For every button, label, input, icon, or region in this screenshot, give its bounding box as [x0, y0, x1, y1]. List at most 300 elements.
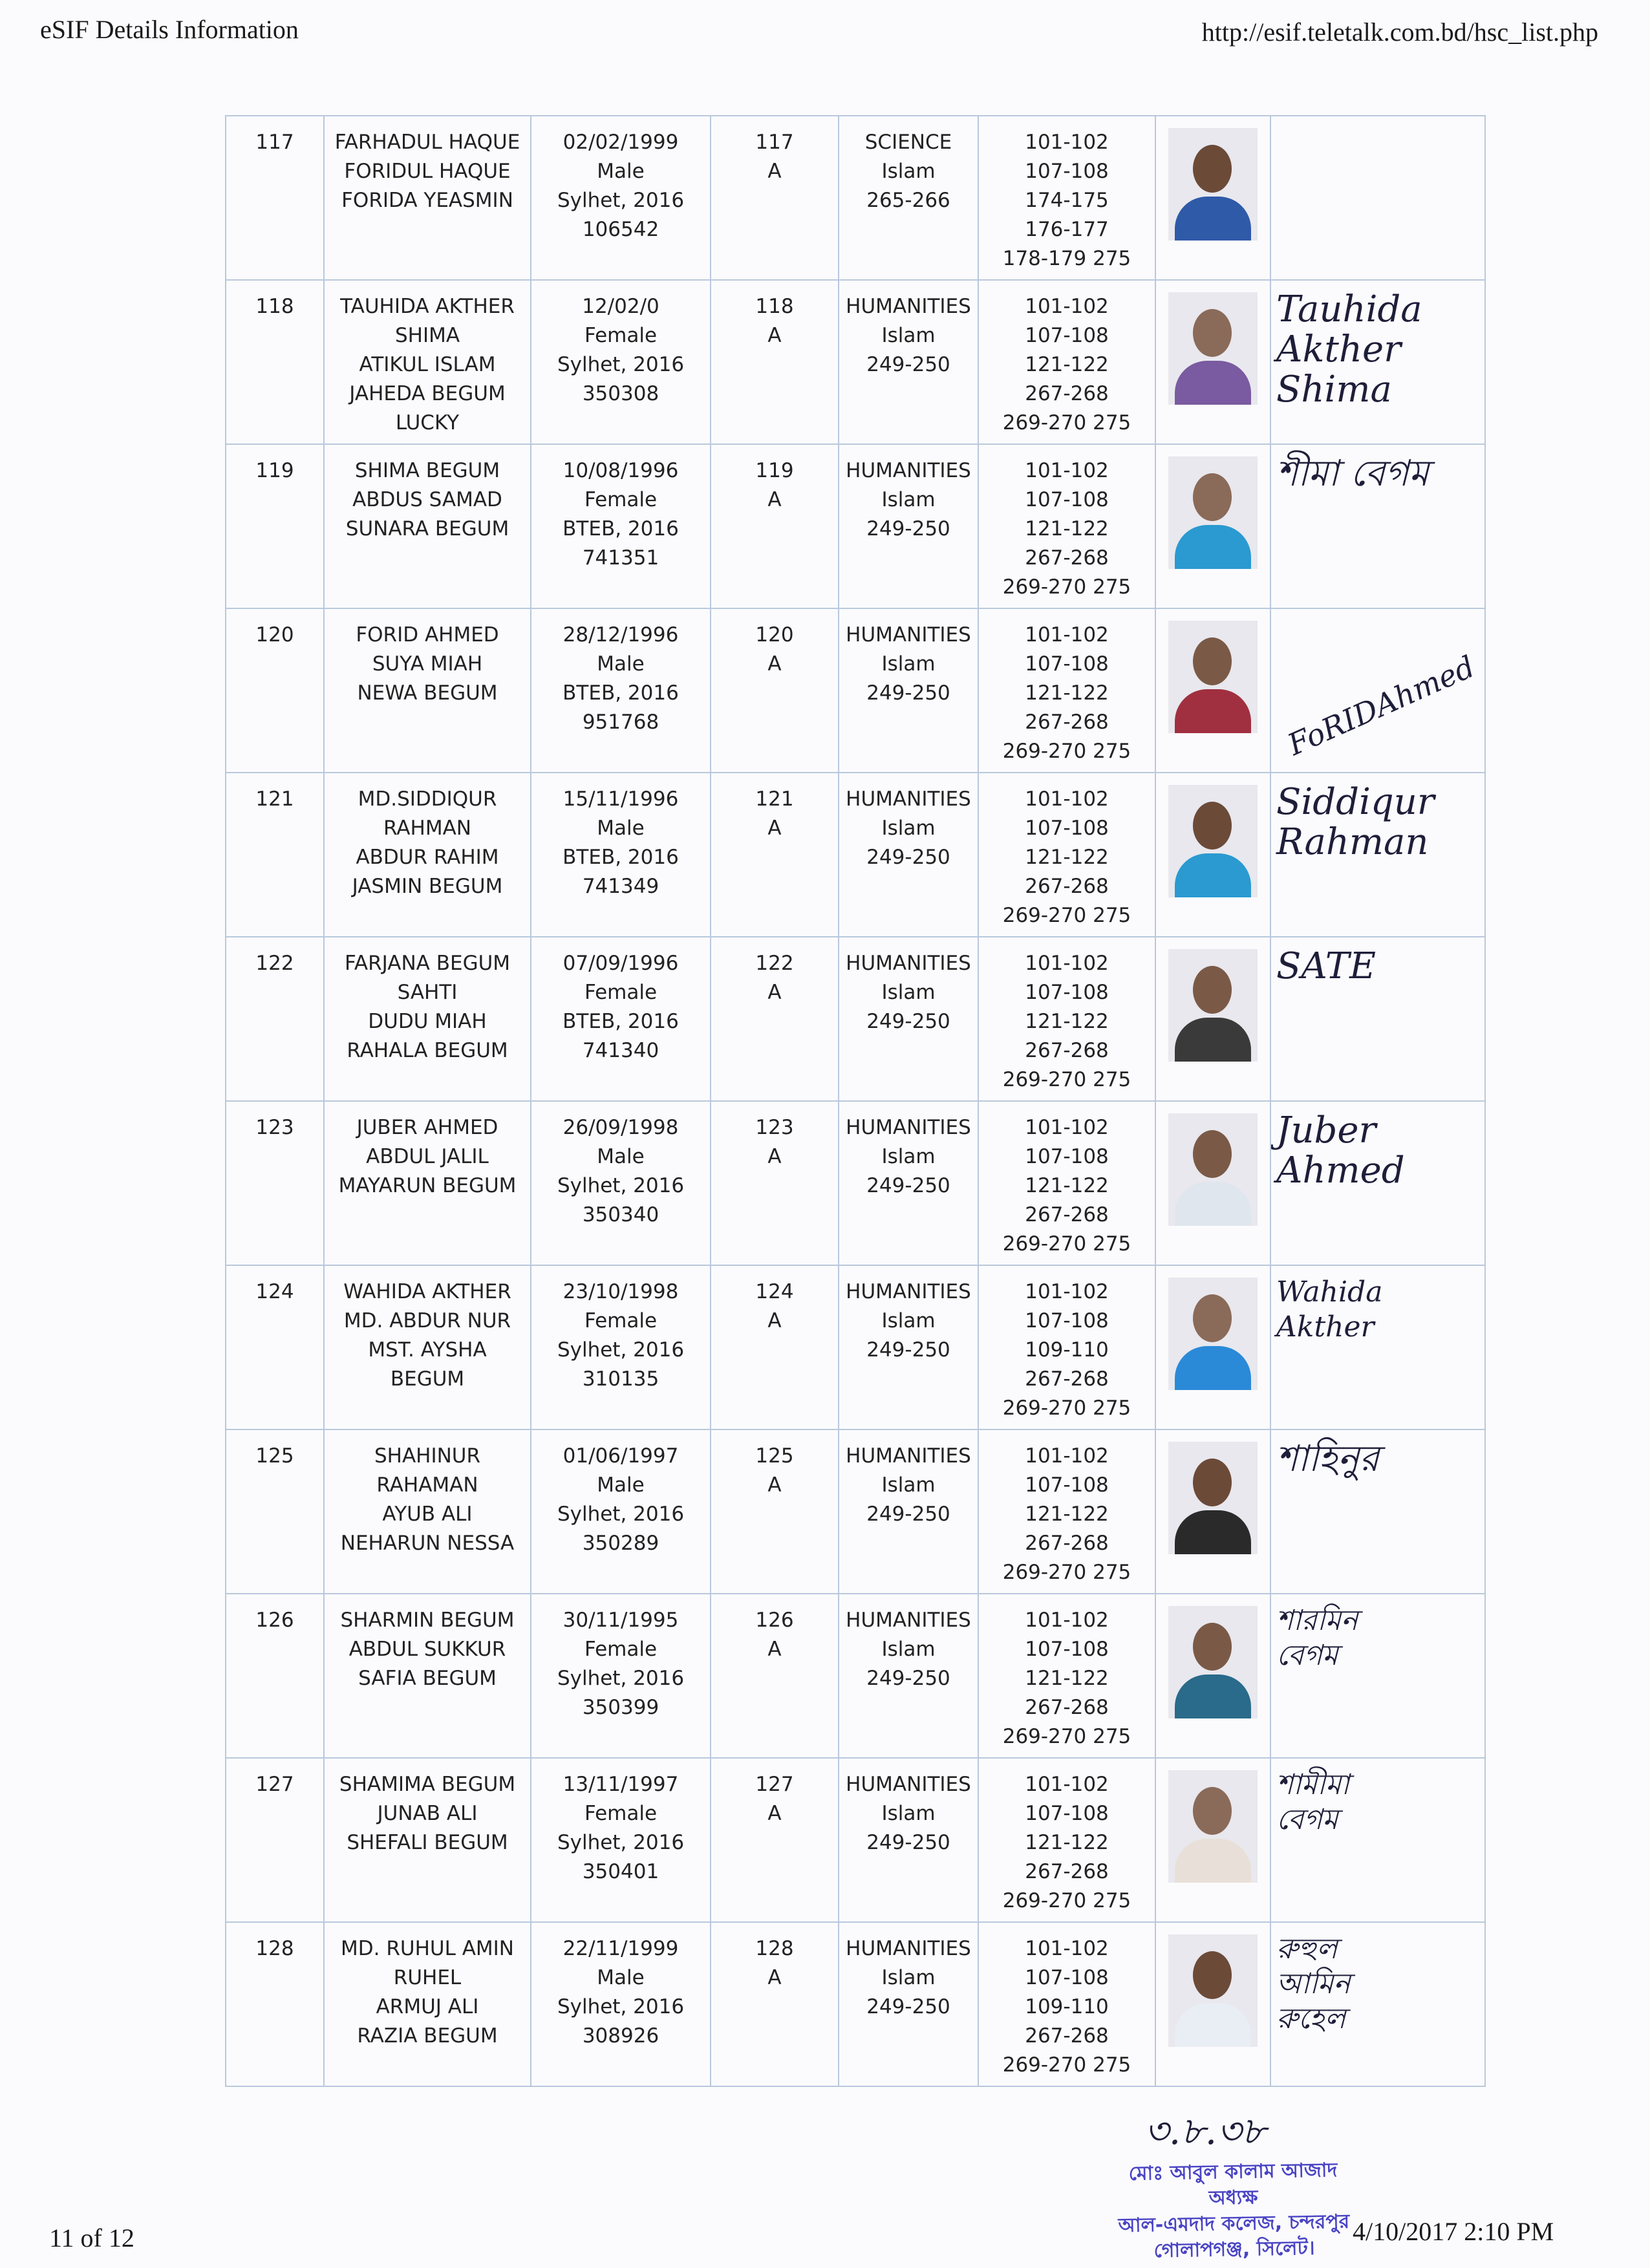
- birth-info-cell: [531, 280, 711, 444]
- signature-cell: [1270, 280, 1485, 444]
- subjects-line: 107-108: [1025, 652, 1109, 676]
- birth-info-line: Sylhet, 2016: [557, 189, 685, 212]
- signature-cell: [1270, 1429, 1485, 1594]
- photo-head: [1193, 1130, 1232, 1178]
- birth-info-line: Female: [584, 488, 658, 511]
- group-line: HUMANITIES: [846, 1773, 971, 1796]
- birth-info-line: 741349: [582, 875, 659, 898]
- subjects-line: 269-270 275: [1002, 1561, 1131, 1584]
- student-photo: [1168, 1278, 1258, 1390]
- names-line: FARHADUL HAQUE: [334, 131, 520, 154]
- serial-cell: [226, 773, 324, 937]
- names-line: SUYA MIAH: [372, 652, 483, 676]
- table-row: [226, 444, 1485, 608]
- subjects-cell: [978, 608, 1155, 773]
- group-line: Islam: [881, 652, 936, 676]
- photo-cell: [1155, 1429, 1270, 1594]
- serial-cell: [226, 1429, 324, 1594]
- birth-info-line: 350399: [582, 1696, 659, 1719]
- group-line: Islam: [881, 817, 936, 840]
- photo-cell: [1155, 116, 1270, 280]
- photo-head: [1193, 966, 1232, 1014]
- subjects-cell: [978, 1429, 1155, 1594]
- photo-cell: [1155, 773, 1270, 937]
- subjects-line: 121-122: [1025, 353, 1109, 376]
- serial-cell: [226, 1101, 324, 1265]
- names-line: RAHALA BEGUM: [347, 1039, 508, 1062]
- table-row: [226, 608, 1485, 773]
- names-line: JASMIN BEGUM: [352, 875, 503, 898]
- serial-cell: [226, 1265, 324, 1429]
- birth-info-cell: [531, 1758, 711, 1922]
- principal-signature: ৩.৮.৩৮: [1144, 2109, 1266, 2153]
- birth-info-line: Male: [597, 652, 645, 676]
- group-line: Islam: [881, 324, 936, 347]
- birth-info-line: 741340: [582, 1039, 659, 1062]
- names-cell: [324, 280, 531, 444]
- group-cell: [839, 1594, 978, 1758]
- signature-cell: [1270, 116, 1485, 280]
- birth-info-cell: [531, 1429, 711, 1594]
- roll-line: A: [767, 1309, 782, 1332]
- names-line: FORIDUL HAQUE: [344, 160, 511, 183]
- photo-head: [1193, 802, 1232, 850]
- names-cell: [324, 444, 531, 608]
- group-line: Islam: [881, 1802, 936, 1825]
- roll-line: A: [767, 1966, 782, 1989]
- table-row: [226, 280, 1485, 444]
- table-row: [226, 1429, 1485, 1594]
- signature-cell: [1270, 1594, 1485, 1758]
- names-line: ABDUS SAMAD: [352, 488, 502, 511]
- table-row: [226, 1265, 1485, 1429]
- roll-line: A: [767, 1473, 782, 1497]
- subjects-line: 107-108: [1025, 1145, 1109, 1168]
- group-cell: [839, 280, 978, 444]
- student-photo: [1168, 1934, 1258, 2047]
- subjects-line: 269-270 275: [1002, 2053, 1131, 2077]
- birth-info-line: 12/02/0: [582, 295, 659, 318]
- birth-info-line: Sylhet, 2016: [557, 1503, 685, 1526]
- serial-line: 127: [255, 1773, 294, 1796]
- student-photo: [1168, 949, 1258, 1062]
- serial-cell: [226, 937, 324, 1101]
- birth-info-line: 01/06/1997: [562, 1444, 679, 1468]
- roll-line: 127: [755, 1773, 794, 1796]
- group-line: 249-250: [866, 517, 950, 540]
- student-signature: Wahida Akther: [1276, 1276, 1383, 1343]
- birth-info-line: Female: [584, 324, 658, 347]
- group-line: 249-250: [866, 681, 950, 705]
- names-line: SHIMA: [394, 324, 460, 347]
- footer-page: 11 of 12: [49, 2223, 134, 2252]
- photo-shoulders: [1175, 853, 1251, 897]
- group-line: HUMANITIES: [846, 623, 971, 647]
- student-photo: [1168, 1442, 1258, 1554]
- subjects-line: 269-270 275: [1002, 904, 1131, 927]
- roll-cell: [711, 1758, 839, 1922]
- subjects-line: 107-108: [1025, 1802, 1109, 1825]
- birth-info-line: 07/09/1996: [562, 952, 679, 975]
- group-line: 249-250: [866, 846, 950, 869]
- subjects-line: 121-122: [1025, 517, 1109, 540]
- subjects-cell: [978, 444, 1155, 608]
- roll-cell: [711, 937, 839, 1101]
- serial-line: 124: [255, 1280, 294, 1303]
- subjects-line: 267-268: [1025, 1039, 1109, 1062]
- roll-cell: [711, 444, 839, 608]
- signature-cell: [1270, 444, 1485, 608]
- roll-cell: [711, 280, 839, 444]
- table-row: [226, 773, 1485, 937]
- photo-shoulders: [1175, 1674, 1251, 1718]
- subjects-line: 101-102: [1025, 1116, 1109, 1139]
- serial-line: 121: [255, 787, 294, 811]
- signature-cell: [1270, 937, 1485, 1101]
- birth-info-cell: [531, 773, 711, 937]
- serial-line: 118: [255, 295, 294, 318]
- group-line: Islam: [881, 1473, 936, 1497]
- birth-info-line: Male: [597, 160, 645, 183]
- roll-line: A: [767, 1145, 782, 1168]
- signature-cell: [1270, 1922, 1485, 2086]
- student-signature: শীমা বেগম: [1276, 453, 1429, 495]
- group-line: HUMANITIES: [846, 1444, 971, 1468]
- group-line: Islam: [881, 160, 936, 183]
- serial-cell: [226, 608, 324, 773]
- student-signature: শামীমা বেগম: [1276, 1768, 1350, 1836]
- names-cell: [324, 1758, 531, 1922]
- names-line: SHAHINUR: [374, 1444, 481, 1468]
- subjects-line: 107-108: [1025, 1638, 1109, 1661]
- header-url: http://esif.teletalk.com.bd/hsc_list.php: [1201, 17, 1598, 47]
- photo-head: [1193, 1459, 1232, 1506]
- names-line: MD. RUHUL AMIN: [341, 1937, 514, 1960]
- roll-cell: [711, 1265, 839, 1429]
- subjects-line: 101-102: [1025, 787, 1109, 811]
- names-line: FARJANA BEGUM: [344, 952, 511, 975]
- roll-line: 118: [755, 295, 794, 318]
- subjects-line: 176-177: [1025, 218, 1109, 241]
- photo-shoulders: [1175, 1510, 1251, 1554]
- subjects-line: 269-270 275: [1002, 1396, 1131, 1420]
- subjects-line: 101-102: [1025, 1280, 1109, 1303]
- student-signature: শারমিন বেগম: [1276, 1604, 1358, 1672]
- birth-info-line: Male: [597, 1145, 645, 1168]
- subjects-line: 101-102: [1025, 295, 1109, 318]
- birth-info-line: Sylhet, 2016: [557, 1174, 685, 1197]
- birth-info-line: 310135: [582, 1367, 659, 1391]
- subjects-line: 267-268: [1025, 711, 1109, 734]
- names-line: ATIKUL ISLAM: [359, 353, 496, 376]
- roll-line: A: [767, 652, 782, 676]
- group-line: HUMANITIES: [846, 1116, 971, 1139]
- birth-info-cell: [531, 1594, 711, 1758]
- signature-cell: [1270, 1101, 1485, 1265]
- photo-shoulders: [1175, 2003, 1251, 2047]
- subjects-line: 107-108: [1025, 160, 1109, 183]
- serial-line: 122: [255, 952, 294, 975]
- photo-cell: [1155, 280, 1270, 444]
- subjects-line: 107-108: [1025, 981, 1109, 1004]
- student-table: [225, 115, 1486, 2087]
- names-line: RUHEL: [393, 1966, 462, 1989]
- subjects-line: 107-108: [1025, 1473, 1109, 1497]
- names-line: SHARMIN BEGUM: [340, 1609, 515, 1632]
- roll-line: 119: [755, 459, 794, 482]
- roll-line: 124: [755, 1280, 794, 1303]
- birth-info-line: 02/02/1999: [562, 131, 679, 154]
- names-cell: [324, 1594, 531, 1758]
- subjects-line: 269-270 275: [1002, 575, 1131, 599]
- group-line: 249-250: [866, 1831, 950, 1854]
- subjects-line: 267-268: [1025, 2024, 1109, 2048]
- birth-info-line: BTEB, 2016: [562, 681, 679, 705]
- photo-head: [1193, 309, 1232, 357]
- group-line: HUMANITIES: [846, 295, 971, 318]
- subjects-cell: [978, 1101, 1155, 1265]
- subjects-line: 107-108: [1025, 1966, 1109, 1989]
- names-line: AYUB ALI: [382, 1503, 473, 1526]
- group-line: Islam: [881, 1966, 936, 1989]
- names-cell: [324, 608, 531, 773]
- subjects-cell: [978, 1922, 1155, 2086]
- group-cell: [839, 773, 978, 937]
- names-line: ABDUR RAHIM: [356, 846, 499, 869]
- student-photo: [1168, 292, 1258, 405]
- names-line: MST. AYSHA: [368, 1338, 487, 1362]
- subjects-line: 101-102: [1025, 1609, 1109, 1632]
- names-cell: [324, 1101, 531, 1265]
- photo-cell: [1155, 1265, 1270, 1429]
- student-photo: [1168, 128, 1258, 241]
- photo-head: [1193, 145, 1232, 193]
- names-line: MD. ABDUR NUR: [343, 1309, 511, 1332]
- subjects-line: 269-270 275: [1002, 740, 1131, 763]
- group-cell: [839, 444, 978, 608]
- group-line: Islam: [881, 488, 936, 511]
- roll-cell: [711, 608, 839, 773]
- subjects-line: 101-102: [1025, 131, 1109, 154]
- stamp-line-1: মোঃ আবুল কালাম আজাদ: [1128, 2159, 1338, 2185]
- birth-info-cell: [531, 1922, 711, 2086]
- photo-shoulders: [1175, 1346, 1251, 1390]
- group-line: HUMANITIES: [846, 787, 971, 811]
- roll-line: A: [767, 817, 782, 840]
- names-line: NEWA BEGUM: [357, 681, 498, 705]
- subjects-line: 178-179 275: [1002, 247, 1131, 270]
- roll-line: 122: [755, 952, 794, 975]
- names-line: TAUHIDA AKTHER: [340, 295, 515, 318]
- birth-info-line: Female: [584, 1638, 658, 1661]
- student-photo: [1168, 1606, 1258, 1718]
- table-row: [226, 1922, 1485, 2086]
- subjects-cell: [978, 1758, 1155, 1922]
- subjects-cell: [978, 280, 1155, 444]
- birth-info-line: Sylhet, 2016: [557, 353, 685, 376]
- group-cell: [839, 608, 978, 773]
- photo-shoulders: [1175, 1182, 1251, 1226]
- roll-line: 125: [755, 1444, 794, 1468]
- subjects-cell: [978, 937, 1155, 1101]
- roll-line: 120: [755, 623, 794, 647]
- subjects-line: 101-102: [1025, 459, 1109, 482]
- group-cell: [839, 1429, 978, 1594]
- birth-info-line: Sylhet, 2016: [557, 1831, 685, 1854]
- header-title: eSIF Details Information: [40, 15, 299, 44]
- birth-info-line: 350401: [582, 1860, 659, 1883]
- names-line: SAHTI: [397, 981, 458, 1004]
- subjects-line: 267-268: [1025, 1696, 1109, 1719]
- birth-info-line: 13/11/1997: [562, 1773, 679, 1796]
- photo-cell: [1155, 608, 1270, 773]
- names-line: ABDUL SUKKUR: [348, 1638, 506, 1661]
- roll-line: A: [767, 488, 782, 511]
- serial-cell: [226, 116, 324, 280]
- roll-line: 121: [755, 787, 794, 811]
- group-line: HUMANITIES: [846, 952, 971, 975]
- subjects-line: 101-102: [1025, 1937, 1109, 1960]
- group-cell: [839, 116, 978, 280]
- subjects-line: 121-122: [1025, 1667, 1109, 1690]
- subjects-line: 101-102: [1025, 1444, 1109, 1468]
- photo-cell: [1155, 444, 1270, 608]
- signature-cell: [1270, 1265, 1485, 1429]
- photo-shoulders: [1175, 197, 1251, 241]
- roll-line: A: [767, 1638, 782, 1661]
- birth-info-line: 350289: [582, 1532, 659, 1555]
- subjects-line: 269-270 275: [1002, 1725, 1131, 1748]
- group-line: 265-266: [866, 189, 950, 212]
- student-photo: [1168, 1770, 1258, 1883]
- roll-cell: [711, 1101, 839, 1265]
- names-line: BEGUM: [390, 1367, 465, 1391]
- serial-line: 119: [255, 459, 294, 482]
- subjects-line: 267-268: [1025, 382, 1109, 405]
- table-row: [226, 1101, 1485, 1265]
- photo-head: [1193, 1951, 1232, 1999]
- birth-info-line: Male: [597, 817, 645, 840]
- birth-info-line: Male: [597, 1966, 645, 1989]
- signature-cell: [1270, 1758, 1485, 1922]
- student-signature: SATE: [1276, 945, 1376, 987]
- birth-info-line: 106542: [582, 218, 659, 241]
- birth-info-line: Sylhet, 2016: [557, 1338, 685, 1362]
- names-line: WAHIDA AKTHER: [343, 1280, 511, 1303]
- names-line: RAHAMAN: [376, 1473, 478, 1497]
- subjects-line: 101-102: [1025, 1773, 1109, 1796]
- photo-shoulders: [1175, 689, 1251, 733]
- names-line: JUNAB ALI: [377, 1802, 478, 1825]
- serial-cell: [226, 1758, 324, 1922]
- names-line: SAFIA BEGUM: [358, 1667, 497, 1690]
- subjects-line: 267-268: [1025, 1532, 1109, 1555]
- names-line: SHEFALI BEGUM: [347, 1831, 508, 1854]
- group-cell: [839, 1758, 978, 1922]
- subjects-line: 267-268: [1025, 875, 1109, 898]
- student-signature: শাহিনুর: [1276, 1438, 1380, 1480]
- names-line: SHAMIMA BEGUM: [339, 1773, 516, 1796]
- serial-line: 117: [255, 131, 294, 154]
- birth-info-cell: [531, 1101, 711, 1265]
- roll-line: 123: [755, 1116, 794, 1139]
- group-cell: [839, 1265, 978, 1429]
- table-row: [226, 116, 1485, 280]
- subjects-line: 107-108: [1025, 488, 1109, 511]
- roll-cell: [711, 773, 839, 937]
- roll-cell: [711, 1429, 839, 1594]
- subjects-line: 269-270 275: [1002, 1232, 1131, 1256]
- roll-line: 128: [755, 1937, 794, 1960]
- subjects-line: 101-102: [1025, 952, 1109, 975]
- student-photo: [1168, 621, 1258, 733]
- table-row: [226, 1758, 1485, 1922]
- birth-info-cell: [531, 1265, 711, 1429]
- birth-info-line: 350340: [582, 1203, 659, 1226]
- birth-info-cell: [531, 444, 711, 608]
- group-line: Islam: [881, 981, 936, 1004]
- names-line: ABDUL JALIL: [366, 1145, 489, 1168]
- names-line: FORID AHMED: [356, 623, 499, 647]
- photo-cell: [1155, 1758, 1270, 1922]
- serial-cell: [226, 1922, 324, 2086]
- birth-info-cell: [531, 116, 711, 280]
- student-signature: রুহুল আমিন রুহেল: [1276, 1932, 1351, 2035]
- birth-info-line: 22/11/1999: [562, 1937, 679, 1960]
- birth-info-line: Female: [584, 1309, 658, 1332]
- birth-info-line: 951768: [582, 711, 659, 734]
- signature-cell: [1270, 608, 1485, 773]
- photo-cell: [1155, 1101, 1270, 1265]
- names-line: FORIDA YEASMIN: [341, 189, 513, 212]
- birth-info-line: 308926: [582, 2024, 659, 2048]
- roll-line: 117: [755, 131, 794, 154]
- names-line: ARMUJ ALI: [376, 1995, 479, 2018]
- group-line: Islam: [881, 1145, 936, 1168]
- names-line: SHIMA BEGUM: [354, 459, 500, 482]
- names-line: JUBER AHMED: [356, 1116, 498, 1139]
- student-signature: FoRIDAhmed: [1282, 648, 1480, 762]
- group-cell: [839, 1101, 978, 1265]
- subjects-line: 269-270 275: [1002, 1068, 1131, 1091]
- subjects-line: 121-122: [1025, 1010, 1109, 1033]
- student-photo: [1168, 785, 1258, 897]
- photo-cell: [1155, 1922, 1270, 2086]
- subjects-cell: [978, 116, 1155, 280]
- student-signature: Siddiqur Rahman: [1276, 781, 1435, 863]
- group-cell: [839, 1922, 978, 2086]
- subjects-cell: [978, 1265, 1155, 1429]
- photo-head: [1193, 637, 1232, 685]
- birth-info-line: 30/11/1995: [562, 1609, 679, 1632]
- group-line: 249-250: [866, 1995, 950, 2018]
- names-line: JAHEDA BEGUM: [349, 382, 506, 405]
- subjects-line: 121-122: [1025, 1503, 1109, 1526]
- roll-cell: [711, 116, 839, 280]
- birth-info-line: 741351: [582, 546, 659, 570]
- student-photo: [1168, 456, 1258, 569]
- footer-datetime: 4/10/2017 2:10 PM: [1353, 2217, 1554, 2246]
- birth-info-line: BTEB, 2016: [562, 846, 679, 869]
- names-line: LUCKY: [395, 411, 460, 434]
- names-line: DUDU MIAH: [368, 1010, 487, 1033]
- names-line: MD.SIDDIQUR: [358, 787, 497, 811]
- group-line: SCIENCE: [864, 131, 952, 154]
- table-row: [226, 1594, 1485, 1758]
- subjects-line: 121-122: [1025, 1174, 1109, 1197]
- subjects-line: 121-122: [1025, 846, 1109, 869]
- names-line: NEHARUN NESSA: [340, 1532, 515, 1555]
